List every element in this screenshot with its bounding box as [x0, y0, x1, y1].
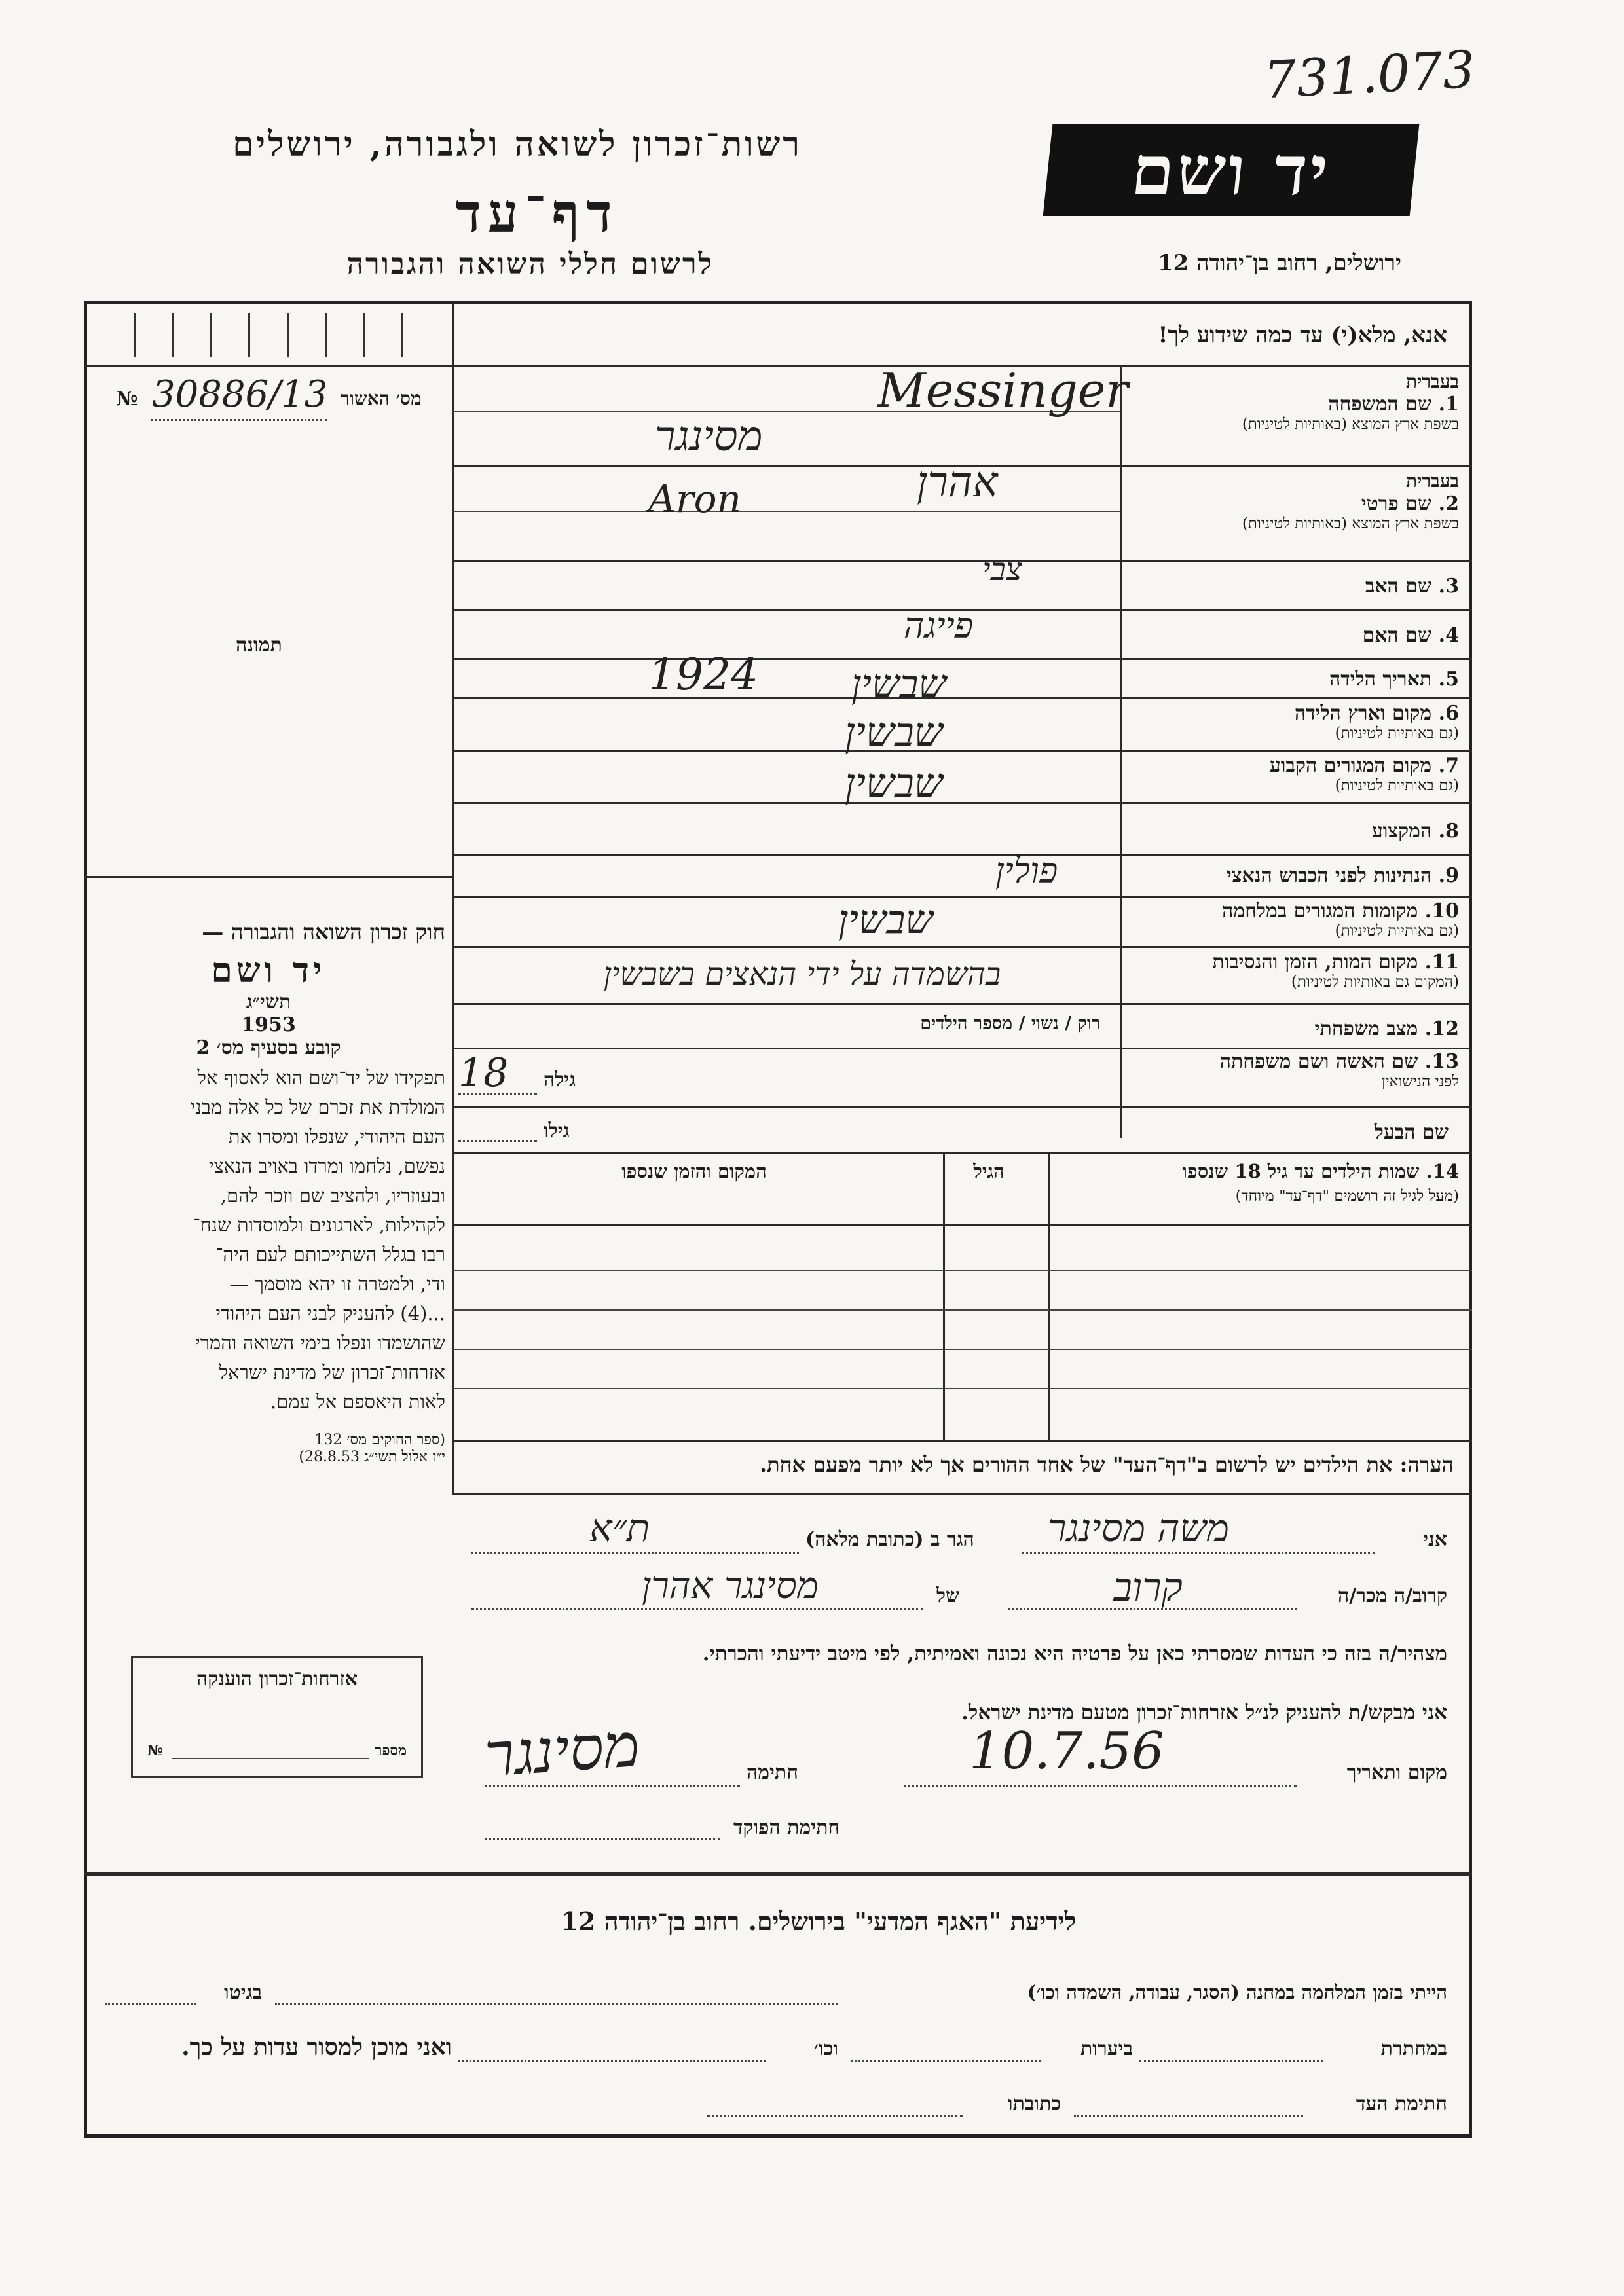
citizenship-number-label: מספר	[375, 1742, 407, 1759]
hw-residence-2: שבשין	[845, 759, 943, 807]
field-num: 10.	[1424, 900, 1459, 922]
registration-label: מס׳ האשור	[341, 388, 422, 409]
header-address: ירושלים, רחוב בן־יהודה 12	[1157, 250, 1401, 276]
bottom-address: כתובתו	[1007, 2092, 1061, 2115]
field-row-birthdate	[1121, 668, 1459, 691]
decl-address-dots	[471, 1552, 799, 1554]
children-row-line	[452, 1309, 1472, 1311]
children-row-line	[452, 1349, 1472, 1350]
row-line	[452, 1003, 1472, 1005]
field-label: שם האשה ושם משפחתה	[1219, 1050, 1418, 1073]
decl-of-dots	[471, 1608, 923, 1610]
hw-given-latin: Aron	[648, 477, 741, 521]
hw-birth-place: שבשין	[851, 661, 946, 707]
row-line	[452, 560, 1472, 562]
field-label: מקום המות, הזמן והנסיבות	[1212, 951, 1418, 974]
decl-date-dots	[904, 1785, 1297, 1787]
logo-text: יד ושם	[1128, 130, 1335, 211]
decl-name-dots	[1022, 1552, 1375, 1554]
children-col-place: המקום והזמן שנספו	[621, 1160, 767, 1182]
hw-surname-latin: Messinger	[877, 363, 1128, 418]
field-row-birthplace	[1121, 702, 1459, 742]
citizenship-box	[131, 1656, 423, 1778]
authority-title: רשות־זכרון לשואה ולגבורה, ירושלים	[232, 124, 802, 164]
decl-ani: אני	[1423, 1528, 1447, 1551]
field-sub: (גם באותיות לטיניות)	[1335, 922, 1459, 939]
field-row-marital	[1121, 1017, 1459, 1040]
bottom-witness-signature: חתימת העד	[1356, 2092, 1447, 2115]
field-sub: לפני הנישואין	[1381, 1073, 1459, 1090]
hw-relation: קרוב	[1113, 1565, 1183, 1611]
hw-witness-name: משה מסינגר	[1048, 1506, 1229, 1550]
field-tag: בעברית	[1405, 470, 1459, 492]
field-label: הנתינות לפני הכבוש הנאצי	[1226, 864, 1432, 887]
hw-birth-year: 1924	[648, 649, 758, 700]
children-subheader: (מעל לגיל זה רושמים "דף־עד" מיוחד)	[1235, 1188, 1459, 1205]
decl-official-signature-label: חתימת הפוקד	[733, 1816, 840, 1839]
law-ref: (ספר החוקים מס׳ 132	[314, 1432, 445, 1448]
bottom-etc-dots	[458, 2060, 766, 2062]
page-title: דף־עד	[455, 182, 619, 245]
row-line	[452, 1152, 1472, 1154]
law-line: ודי, ולמטרה זו יהא מוסמך —	[229, 1273, 445, 1295]
bottom-forests-dots	[851, 2060, 1041, 2062]
field-num: 12.	[1424, 1017, 1459, 1040]
field-num: 7.	[1438, 754, 1459, 777]
field-row-death	[1121, 951, 1459, 991]
field-row-wife	[1121, 1050, 1459, 1090]
field-label: המקצוע	[1371, 820, 1432, 843]
children-divider-2	[943, 1152, 945, 1440]
bottom-underground-dots	[1139, 2060, 1323, 2062]
field-label: שם האם	[1362, 624, 1432, 647]
photo-divider	[84, 876, 452, 878]
bottom-underground: במחתרת	[1380, 2037, 1447, 2060]
field-label: מקום וארץ הלידה	[1294, 702, 1432, 725]
children-header: 14. שמות הילדים עד גיל 18 שנספו	[1182, 1160, 1459, 1182]
field-num: 9.	[1438, 864, 1459, 887]
law-title: חוק זכרון השואה והגבורה —	[202, 919, 445, 945]
document-number: 731.073	[1262, 40, 1477, 111]
field-sub: (המקום גם באותיות לטיניות)	[1291, 974, 1459, 991]
bottom-divider	[84, 1872, 1472, 1876]
decl-signature-label: חתימה	[747, 1761, 798, 1784]
hw-father: צבי	[982, 551, 1022, 588]
bottom-camp-dots	[275, 2003, 838, 2005]
law-line: המולדת את זכרם של כל אלה מבני	[190, 1096, 445, 1118]
citizenship-no: №	[147, 1742, 163, 1759]
row-line	[452, 1106, 1472, 1108]
field-label: מצב משפחתי	[1314, 1017, 1418, 1040]
hw-age: 18	[458, 1050, 509, 1096]
bottom-witness-dots	[1074, 2115, 1303, 2117]
law-line: שהושמדו ונפלו בימי השואה והמרי	[195, 1332, 445, 1354]
field-row-mother	[1121, 624, 1459, 647]
row-line	[452, 511, 1120, 512]
field-sub: בשפת ארץ המוצא (באותיות לטיניות)	[1242, 416, 1459, 433]
field-num: 8.	[1438, 820, 1459, 843]
decl-official-dots	[485, 1838, 720, 1840]
hw-residence-1: שבשין	[845, 708, 943, 756]
children-row-line	[452, 1270, 1472, 1271]
field-row-wartime-residence	[1121, 900, 1459, 939]
decl-request: אני מבקש/ת להעניק לנ״ל אזרחות־זכרון מטעם מדינת ישראל.	[961, 1701, 1447, 1724]
hw-date: 10.7.56	[969, 1722, 1164, 1781]
row-line	[452, 802, 1472, 804]
hw-surname-hebrew: מסינגר	[655, 412, 763, 461]
field-num: 11.	[1424, 951, 1459, 974]
law-ref: י״ז אלול תשי״ג 28.8.53)	[299, 1449, 445, 1465]
hw-witness-address: ת״א	[589, 1506, 650, 1550]
age-dots-male	[458, 1140, 537, 1142]
decl-relative-label: קרוב/ה מכר/ה	[1338, 1584, 1447, 1607]
bottom-title: לידיעת "האגף המדעי" בירושלים. רחוב בן־יהודה 12	[561, 1906, 1077, 1936]
law-line: נפשם, נלחמו ומרדו באויב הנאצי	[208, 1155, 445, 1177]
husband-label: שם הבעל	[1374, 1121, 1449, 1144]
field-label: מקום המגורים הקבוע	[1269, 754, 1432, 777]
field-sub: בשפת ארץ המוצא (באותיות לטיניות)	[1242, 515, 1459, 532]
field-num: 5.	[1438, 668, 1459, 691]
law-year-heb: תשי״ג	[246, 991, 291, 1013]
row-line	[452, 946, 1472, 948]
children-row-line	[452, 1224, 1472, 1226]
law-line: רבו בגלל השתייכותם לעם היה־	[215, 1243, 445, 1266]
field-row-surname	[1121, 371, 1459, 433]
registration-no-label: №	[117, 388, 138, 410]
row-line	[452, 750, 1472, 752]
bottom-etc: וכו׳	[814, 2037, 838, 2060]
bottom-ghetto-dots	[105, 2003, 196, 2005]
hw-relation-of: מסינגר אהרן	[642, 1565, 819, 1607]
decl-of-label: של	[936, 1584, 960, 1607]
bottom-address-dots	[707, 2115, 963, 2117]
bottom-ready: ואני מוכן למסור עדות על כך.	[181, 2033, 452, 2061]
registration-value: 30886/13	[152, 373, 328, 416]
bottom-forests: ביערות	[1080, 2037, 1133, 2060]
children-row-line	[452, 1388, 1472, 1389]
law-line: לקהילות, לארגונים ולמוסדות שנח־	[193, 1214, 445, 1236]
page-subtitle: לרשום חללי השואה והגבורה	[346, 247, 714, 281]
row-line	[452, 697, 1472, 699]
row-line	[452, 854, 1472, 856]
children-col-age: הגיל	[973, 1160, 1005, 1182]
field-row-father	[1121, 575, 1459, 598]
hw-mother: פייגה	[904, 605, 974, 646]
children-divider-1	[1048, 1152, 1050, 1440]
field-row-given-name	[1121, 470, 1459, 532]
row-line	[452, 658, 1472, 660]
code-boxes	[98, 313, 439, 357]
registration-dots	[151, 419, 327, 421]
field-sub: (גם באותיות לטיניות)	[1335, 777, 1459, 794]
law-name: יד ושם	[211, 951, 326, 991]
field-num: 6.	[1438, 702, 1459, 725]
hw-wartime: שבשין	[838, 897, 933, 943]
law-year: 1953	[241, 1013, 296, 1036]
decl-resident-label: הגר ב (כתובת מלאה)	[805, 1528, 974, 1551]
field-label: שם האב	[1365, 575, 1432, 598]
note-text: הערה: את הילדים יש לרשום ב"דף־העד" של אחד ההורים אך לא יותר מפעם אחת.	[759, 1452, 1454, 1477]
hw-citizenship: פולין	[995, 850, 1058, 891]
field-row-residence	[1121, 754, 1459, 794]
field-num: 1.	[1438, 393, 1459, 416]
field-label: שם המשפחה	[1328, 393, 1432, 416]
code-boxes-divider	[84, 365, 452, 367]
note-divider	[452, 1493, 1472, 1495]
hw-death: בהשמדה על ידי הנאצים בשבשין	[603, 956, 1001, 993]
decl-statement: מצהיר/ה בזה כי העדות שמסרתי כאן על פרטיה היא נכונה ואמיתית, לפי מיטב ידיעתי והכרתי.	[702, 1642, 1447, 1666]
children-row-line	[452, 1440, 1472, 1442]
field-tag: בעברית	[1405, 371, 1459, 392]
field-label: שם פרטי	[1361, 492, 1432, 515]
field-row-profession	[1121, 820, 1459, 843]
marital-options: רוק / נשוי / מספר הילדים	[920, 1013, 1100, 1034]
bottom-line1: הייתי בזמן המלחמה במחנה (הסגר, עבודה, השמדה וכו׳)	[1027, 1981, 1447, 2003]
yad-vashem-logo	[1043, 124, 1420, 216]
hw-given-hebrew: אהרן	[917, 458, 998, 507]
field-num: 3.	[1438, 575, 1459, 598]
law-line: העם היהודי, שנפלו ומסרו את	[228, 1125, 445, 1148]
hw-signature: מסינגר	[482, 1709, 642, 1791]
field-num: 2.	[1438, 492, 1459, 515]
law-clause: קובע בסעיף מס׳ 2	[196, 1036, 341, 1059]
field-num: 13.	[1424, 1050, 1459, 1073]
citizenship-number-line	[172, 1758, 369, 1759]
law-line: תפקידו של יד־ושם הוא לאסוף אל	[197, 1066, 445, 1089]
law-line: ובעוזריו, ולהציב שם וזכר להם,	[220, 1184, 445, 1207]
law-line: אזרחות־זכרון של מדינת ישראל	[219, 1361, 445, 1383]
instructions: אנא, מלא(י) עד כמה שידוע לך!	[1158, 322, 1447, 348]
field-num: 4.	[1438, 624, 1459, 647]
field-row-citizenship	[1121, 864, 1459, 887]
citizenship-title: אזרחות־זכרון הוענקה	[196, 1667, 358, 1690]
law-section	[92, 919, 445, 1465]
row-line	[452, 1048, 1472, 1049]
field-sub: (גם באותיות לטיניות)	[1335, 725, 1459, 742]
age-label-female: גילה	[544, 1068, 576, 1091]
bottom-ghetto: בגיטו	[223, 1981, 262, 2004]
field-label: מקומות המגורים במלחמה	[1222, 900, 1418, 922]
photo-label: תמונה	[236, 634, 282, 657]
age-label-male: גילו	[544, 1120, 570, 1142]
field-label: תאריך הלידה	[1329, 668, 1432, 691]
row-line	[452, 896, 1472, 898]
law-line: לאות היאספם אל עמם.	[270, 1391, 445, 1413]
decl-place-date-label: מקום ותאריך	[1346, 1761, 1447, 1784]
law-line: ...(4) להעניק לבני העם היהודי	[215, 1302, 445, 1324]
